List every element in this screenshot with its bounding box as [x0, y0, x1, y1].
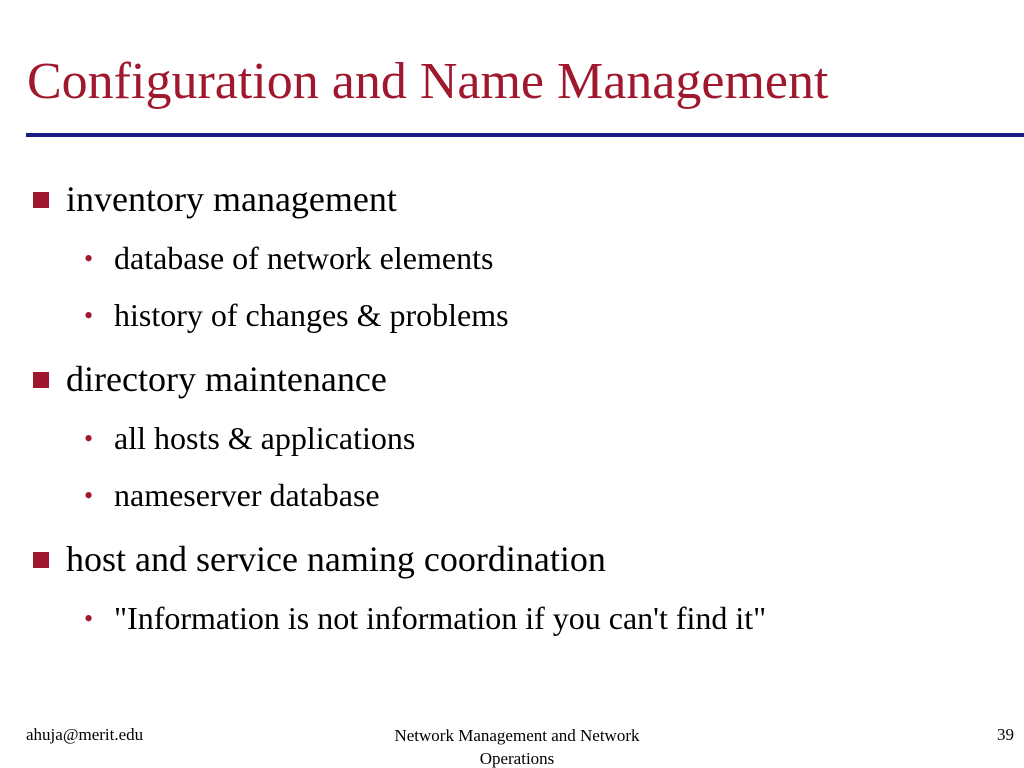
bullet-item: [33, 537, 606, 581]
slide-title: Configuration and Name Management: [27, 53, 829, 110]
square-bullet-icon: [33, 552, 49, 568]
bullet-text: inventory management: [66, 179, 397, 219]
sub-bullet-item: [84, 238, 493, 281]
bullet-text: host and service naming coordination: [66, 539, 606, 579]
footer-page-number: 39: [997, 725, 1014, 744]
title-divider: [26, 133, 1024, 137]
bullet-item: [33, 357, 387, 401]
bullet-item: [33, 177, 397, 221]
square-bullet-icon: [33, 372, 49, 388]
sub-bullet-item: [84, 598, 766, 641]
sub-bullet-text: history of changes & problems: [114, 297, 509, 333]
bullet-text: directory maintenance: [66, 359, 387, 399]
sub-bullet-item: [84, 418, 415, 461]
dot-bullet-icon: •: [84, 244, 94, 273]
sub-bullet-text: nameserver database: [114, 477, 380, 513]
dot-bullet-icon: •: [84, 424, 94, 453]
sub-bullet-text: "Information is not information if you can't find it": [114, 600, 767, 636]
footer-course: Network Management and Network Operations: [394, 726, 640, 768]
sub-bullet-item: [84, 295, 509, 338]
dot-bullet-icon: •: [84, 481, 94, 510]
sub-bullet-item: [84, 475, 380, 518]
square-bullet-icon: [33, 192, 49, 208]
footer-author: ahuja@merit.edu: [26, 725, 144, 744]
dot-bullet-icon: •: [84, 604, 94, 633]
sub-bullet-text: database of network elements: [114, 240, 494, 276]
sub-bullet-text: all hosts & applications: [114, 420, 416, 456]
dot-bullet-icon: •: [84, 301, 94, 330]
